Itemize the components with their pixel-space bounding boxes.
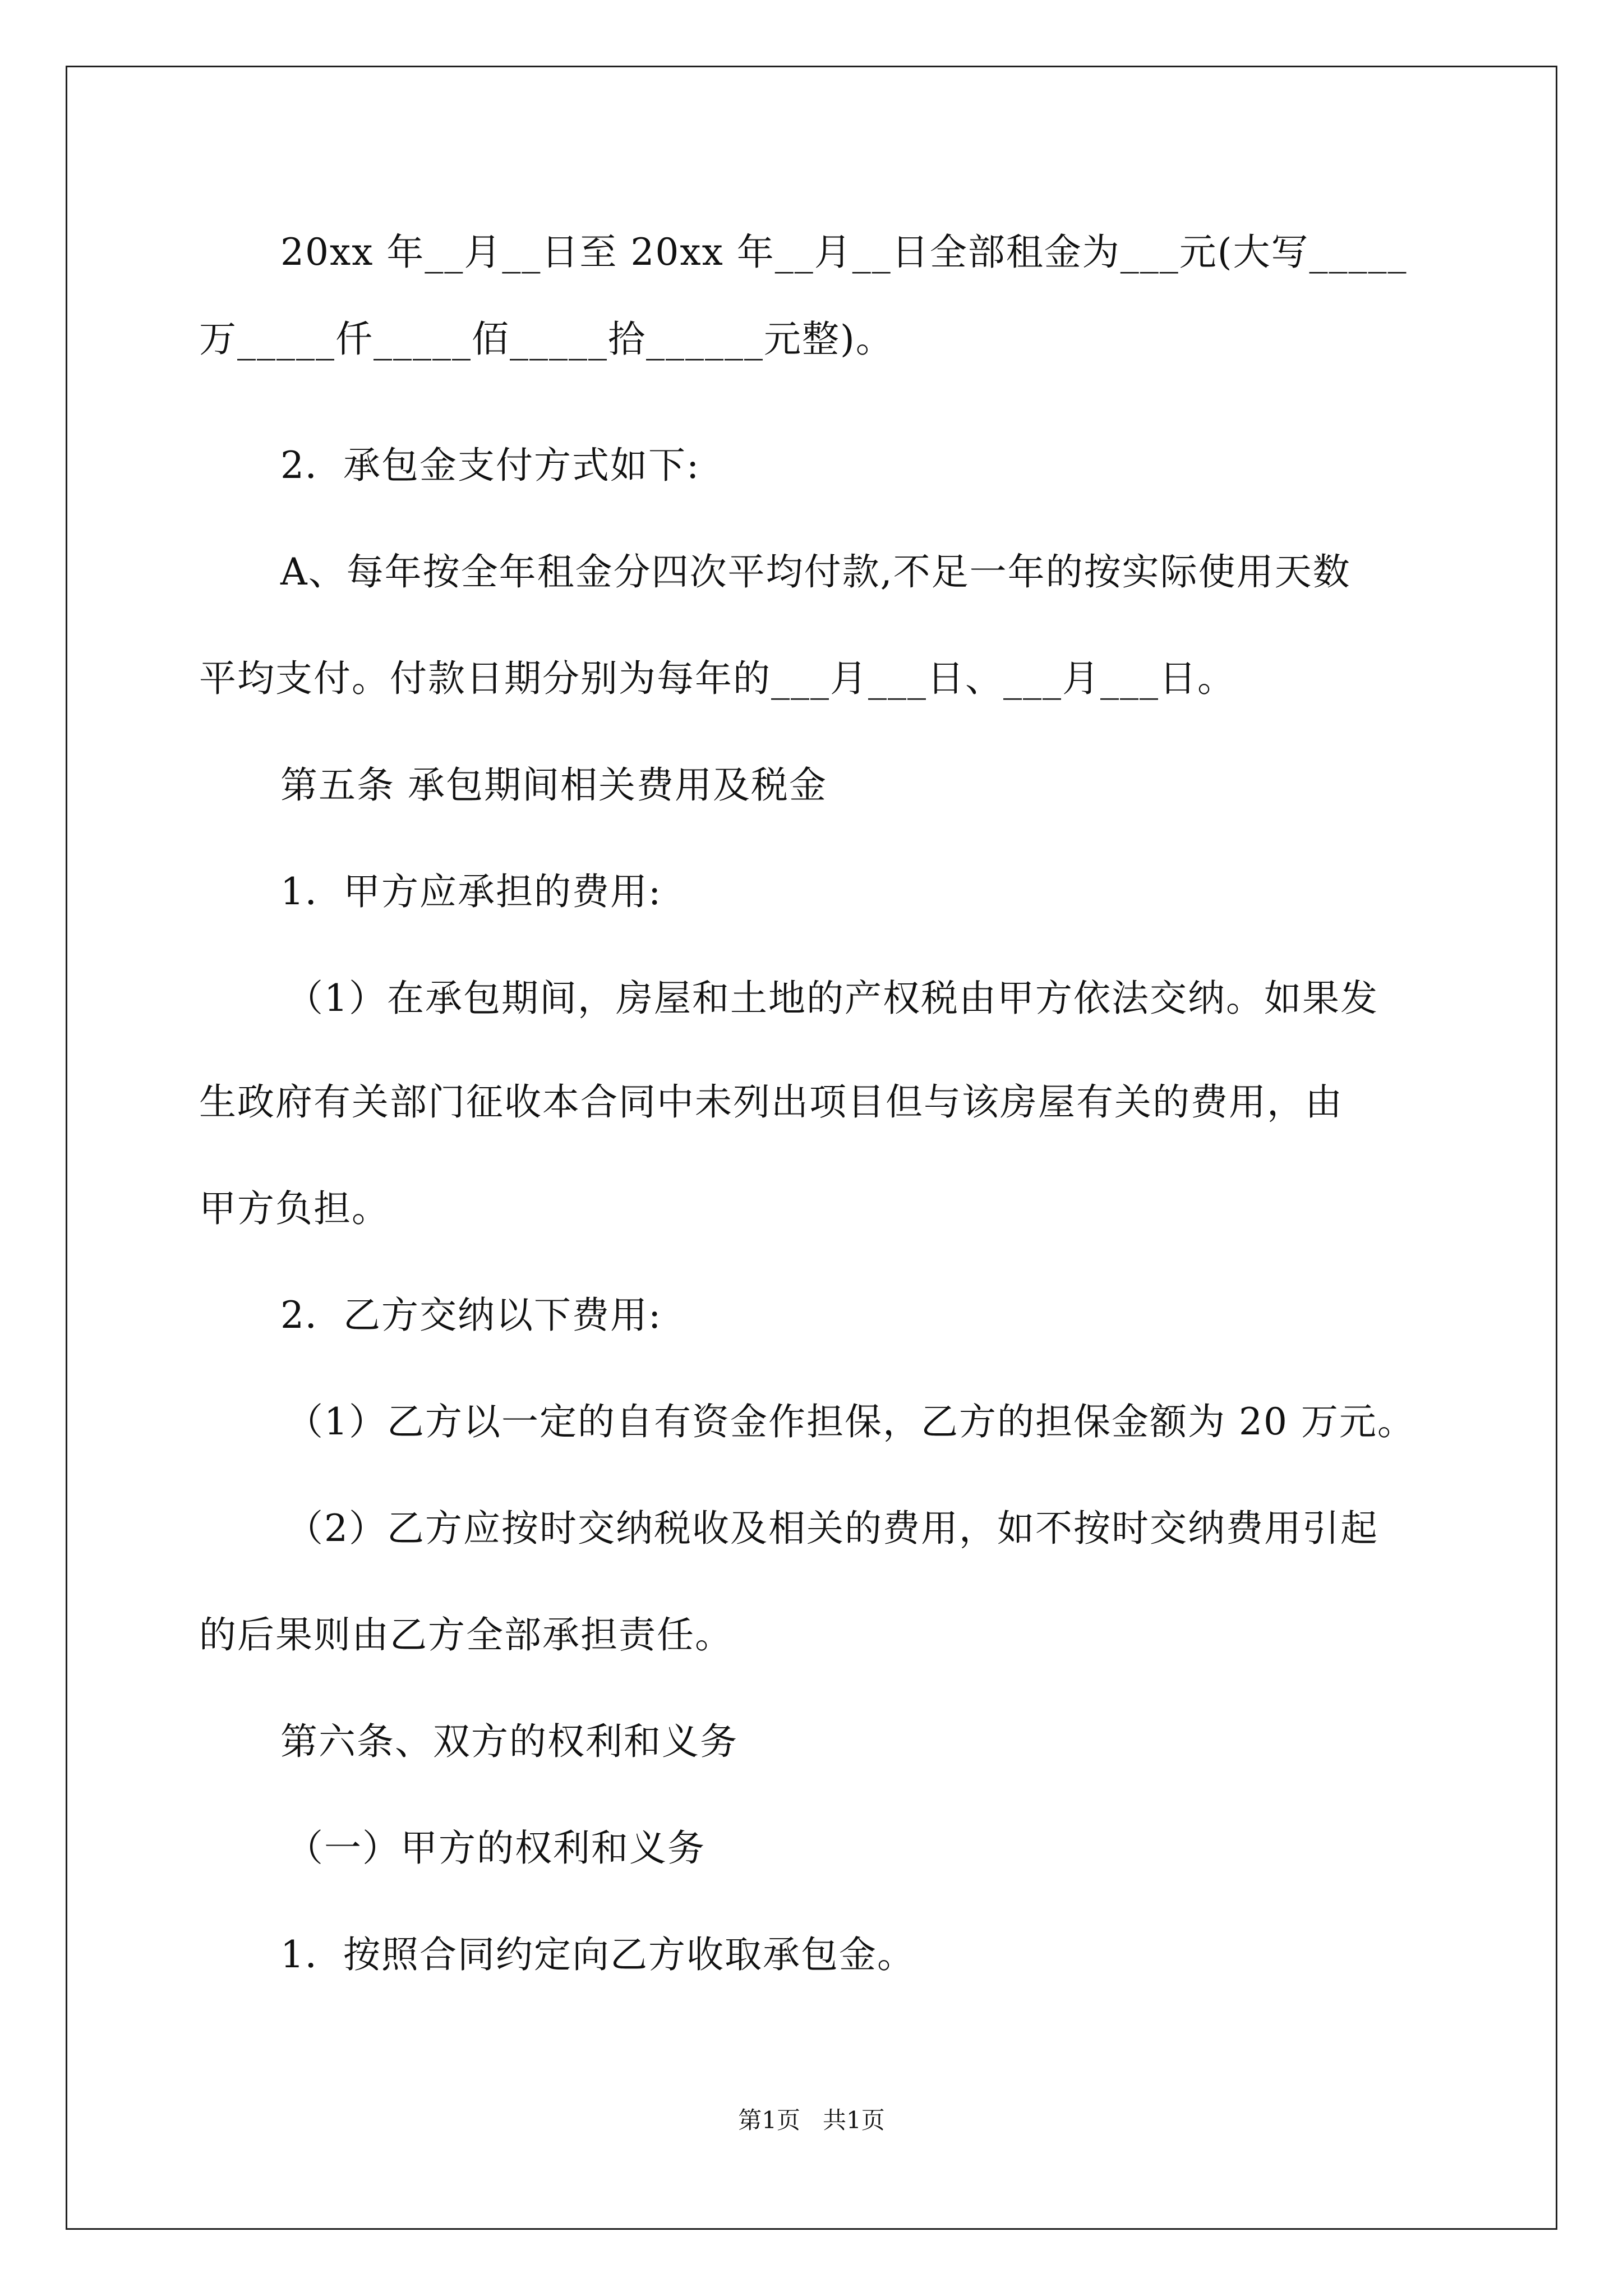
section-heading: 第六条、双方的权利和义务 xyxy=(280,1720,738,1763)
paragraph-line: 1．按照合同约定向乙方收取承包金。 xyxy=(280,1933,915,1976)
paragraph-line: 生政府有关部门征收本合同中未列出项目但与该房屋有关的费用，由 xyxy=(199,1080,1343,1124)
subsection-heading: （一）甲方的权利和义务 xyxy=(286,1826,706,1870)
paragraph-line: 2．承包金支付方式如下: xyxy=(280,444,700,487)
paragraph-line: 2．乙方交纳以下费用: xyxy=(280,1294,662,1337)
paragraph-line: 1．甲方应承担的费用: xyxy=(280,870,662,913)
paragraph-line: 20xx 年__月__日至 20xx 年__月__日全部租金为___元(大写_____ xyxy=(280,231,1408,274)
paragraph-line: 万_____仟_____佰_____拾______元整)。 xyxy=(199,318,894,361)
page-border xyxy=(66,66,1557,2230)
paragraph-line: （2）乙方应按时交纳税收及相关的费用，如不按时交纳费用引起 xyxy=(286,1507,1378,1550)
page-footer: 第1页 共1页 xyxy=(738,2106,885,2134)
paragraph-line: （1）乙方以一定的自有资金作担保，乙方的担保金额为 20 万元。 xyxy=(286,1400,1415,1443)
section-heading: 第五条 承包期间相关费用及税金 xyxy=(280,763,827,807)
paragraph-line: 的后果则由乙方全部承担责任。 xyxy=(199,1613,733,1657)
paragraph-line: 平均支付。付款日期分别为每年的___月___日、___月___日。 xyxy=(199,657,1235,700)
paragraph-line: 甲方负担。 xyxy=(199,1187,390,1230)
paragraph-line: A、每年按全年租金分四次平均付款,不足一年的按实际使用天数 xyxy=(280,550,1351,593)
paragraph-line: （1）在承包期间，房屋和土地的产权税由甲方依法交纳。如果发 xyxy=(286,977,1378,1020)
